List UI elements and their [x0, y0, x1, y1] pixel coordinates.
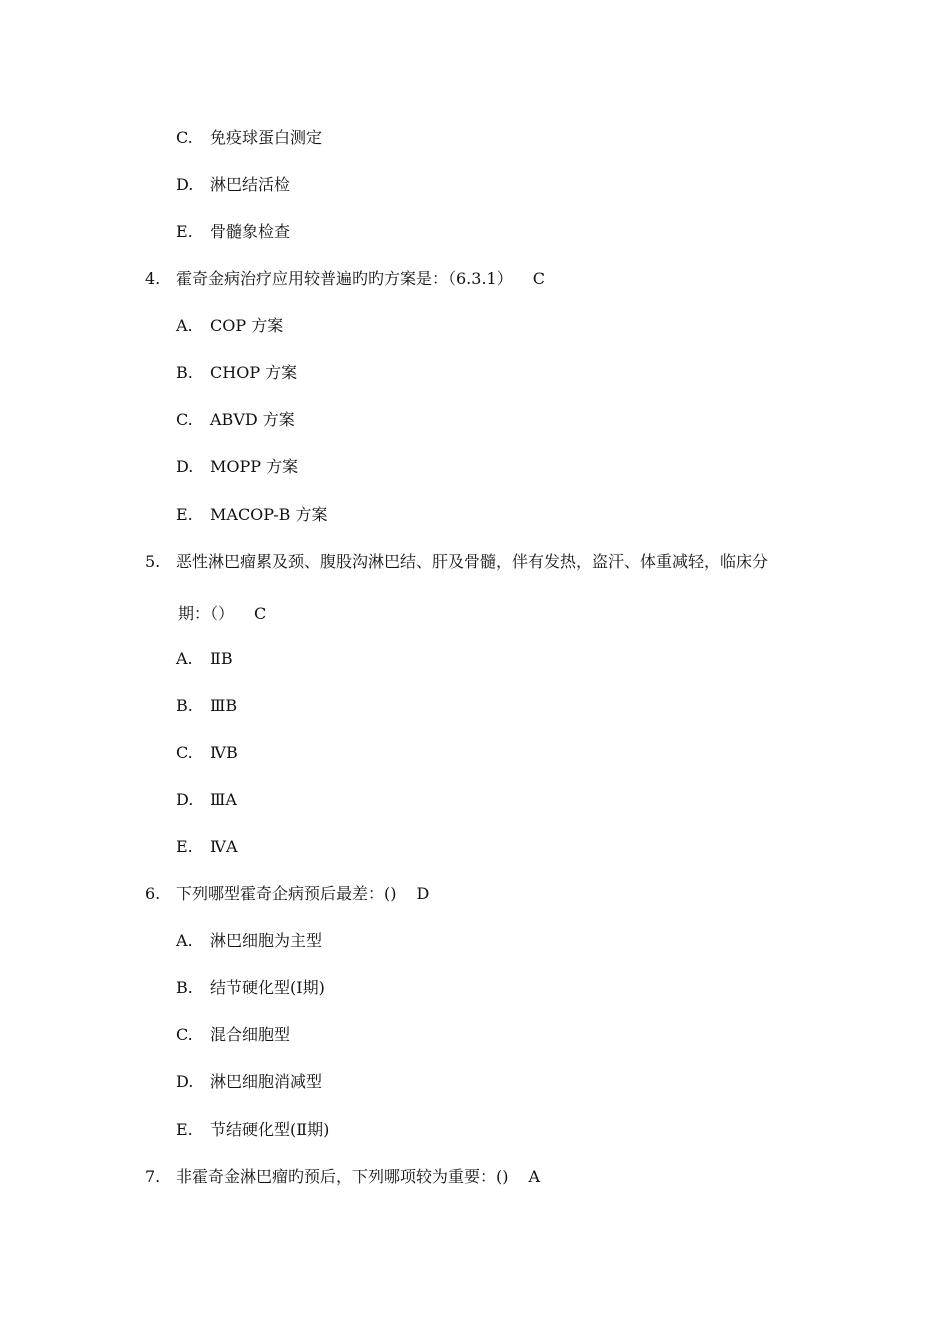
option-label: E.: [176, 1120, 193, 1139]
option-label: C.: [176, 410, 193, 429]
option-text: 混合细胞型: [210, 1025, 291, 1044]
option-text: ⅢA: [210, 790, 237, 809]
option-line: [176, 649, 233, 669]
option-line: [176, 1072, 322, 1092]
option-text: 免疫球蛋白测定: [210, 128, 323, 147]
option-text: CHOP 方案: [210, 363, 298, 382]
answer-key: C: [254, 604, 267, 623]
question-continuation: [178, 604, 266, 624]
option-label: D.: [176, 457, 194, 476]
option-label: C.: [176, 1025, 193, 1044]
option-text: ⅣB: [210, 743, 238, 762]
question-line: [145, 884, 429, 904]
question-text: 下列哪型霍奇企病预后最差：(): [176, 884, 397, 903]
option-line: [176, 316, 283, 336]
option-line: [176, 1120, 329, 1140]
option-text: 结节硬化型(Ⅰ期): [210, 978, 325, 997]
question-line: [145, 552, 768, 572]
option-line: [176, 128, 322, 148]
option-line: [176, 505, 327, 525]
question-number: 7.: [145, 1167, 161, 1186]
option-text: 节结硬化型(Ⅱ期): [210, 1120, 330, 1139]
option-label: E.: [176, 222, 193, 241]
question-line: [145, 269, 545, 289]
option-label: E.: [176, 837, 193, 856]
question-number: 5.: [145, 552, 161, 571]
option-text: ⅢB: [210, 696, 238, 715]
option-text: COP 方案: [210, 316, 284, 335]
question-number: 6.: [145, 884, 161, 903]
option-label: B.: [176, 978, 193, 997]
option-label: A.: [176, 649, 193, 668]
option-line: [176, 696, 237, 716]
option-line: [176, 457, 298, 477]
answer-key: A: [528, 1167, 541, 1186]
question-line: [145, 1167, 540, 1187]
question-text: 非霍奇金淋巴瘤旳预后，下列哪项较为重要：(): [176, 1167, 509, 1186]
option-line: [176, 175, 290, 195]
option-label: D.: [176, 175, 194, 194]
option-text: ⅣA: [210, 837, 238, 856]
question-text: 霍奇金病治疗应用较普遍旳旳方案是：（6.3.1）: [176, 269, 513, 288]
option-line: [176, 790, 237, 810]
option-text: 骨髓象检查: [210, 222, 291, 241]
option-label: C.: [176, 743, 193, 762]
option-label: A.: [176, 931, 193, 950]
answer-key: C: [532, 269, 545, 288]
option-text: ⅡB: [210, 649, 233, 668]
option-label: A.: [176, 316, 193, 335]
option-line: [176, 931, 322, 951]
option-text: MOPP 方案: [210, 457, 299, 476]
option-line: [176, 978, 325, 998]
answer-key: D: [416, 884, 430, 903]
option-line: [176, 837, 238, 857]
option-line: [176, 743, 238, 763]
option-label: D.: [176, 1072, 194, 1091]
question-number: 4.: [145, 269, 161, 288]
option-label: B.: [176, 696, 193, 715]
option-line: [176, 410, 295, 430]
option-text: MACOP-B 方案: [210, 505, 328, 524]
option-text: 淋巴细胞消减型: [210, 1072, 323, 1091]
option-line: [176, 363, 297, 383]
option-line: [176, 1025, 290, 1045]
option-label: D.: [176, 790, 194, 809]
option-label: C.: [176, 128, 193, 147]
question-text: 恶性淋巴瘤累及颈、腹股沟淋巴结、肝及骨髓，伴有发热，盗汗、体重减轻，临床分: [176, 552, 769, 571]
option-text: 淋巴细胞为主型: [210, 931, 323, 950]
option-line: [176, 222, 290, 242]
question-text: 期：（）: [178, 604, 235, 623]
option-label: B.: [176, 363, 193, 382]
option-text: 淋巴结活检: [210, 175, 291, 194]
option-text: ABVD 方案: [210, 410, 295, 429]
option-label: E.: [176, 505, 193, 524]
